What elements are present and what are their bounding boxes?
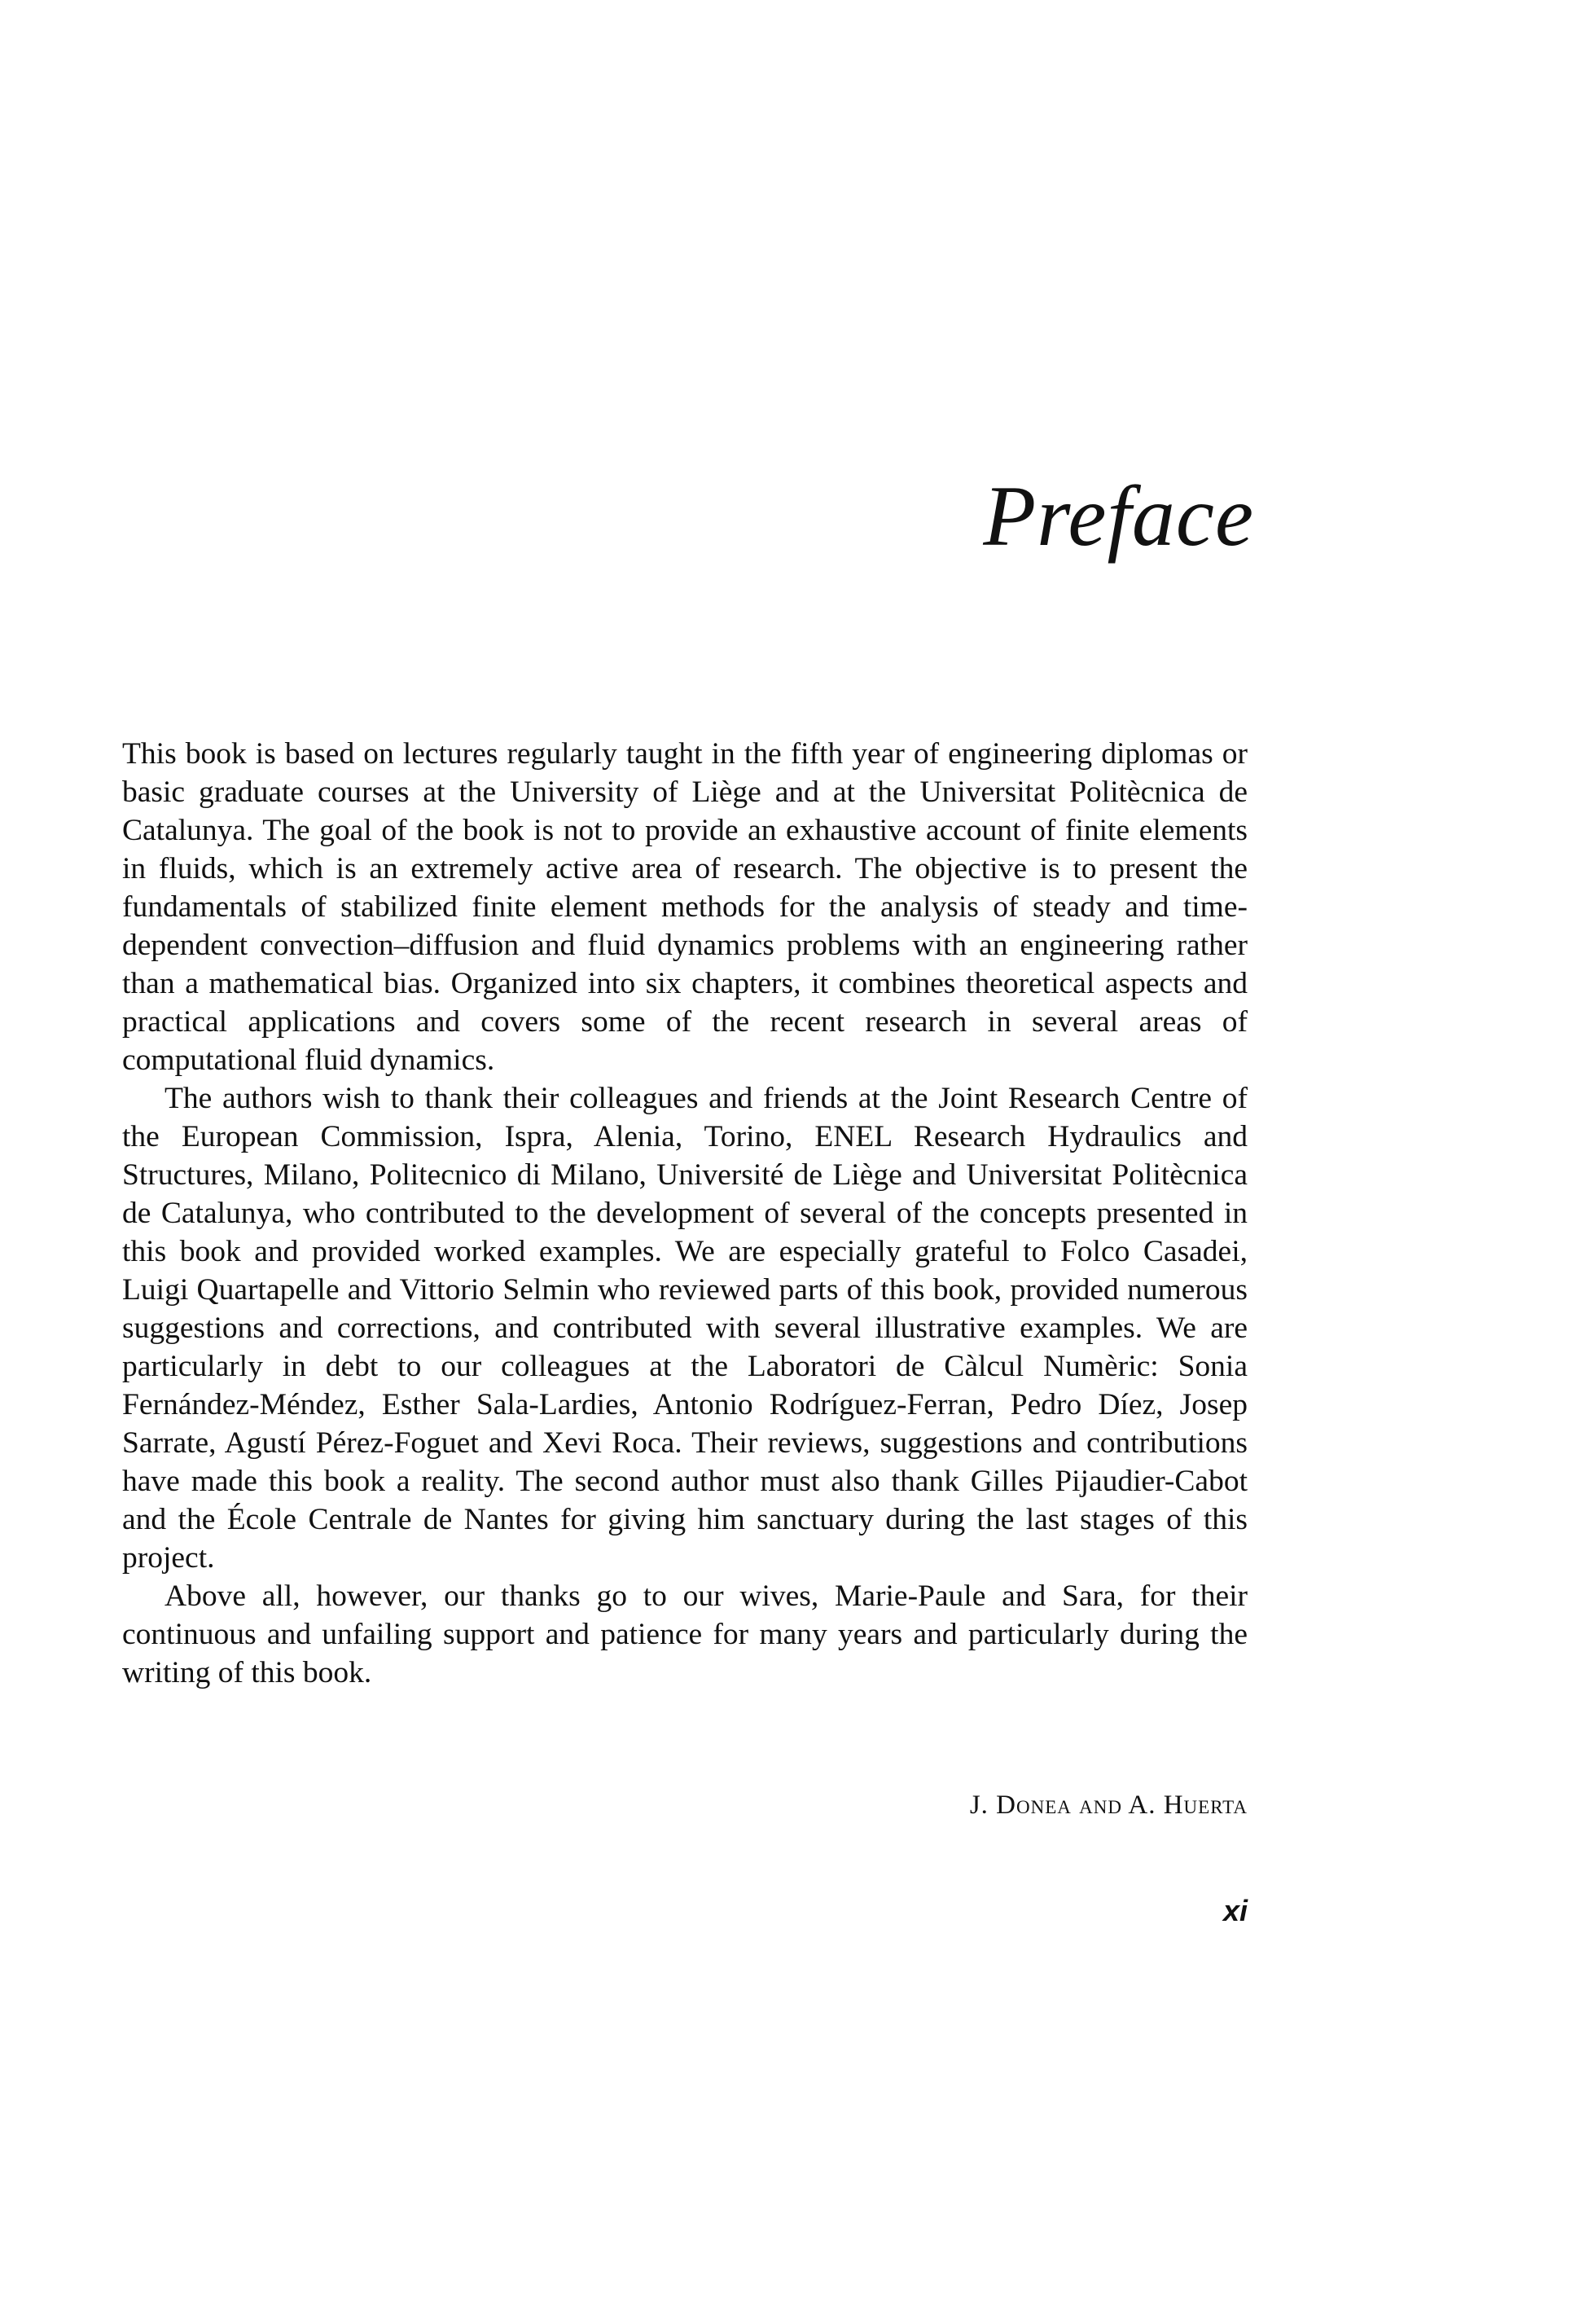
author-signature: J. Donea and A. Huerta [969,1790,1248,1820]
paragraph-acknowledgements: The authors wish to thank their colleagues and friends at the Joint Research Centre of the European Commission, Ispra, Alenia, Torino, ENEL Research Hydraulics and Structures, Milano, Politecnico di Milano, Université de Liège and Universitat Politècnica de Catalunya, who contributed to the development of several of the concepts presented in this book and provided worked examples. We are especially grateful to Folco Casadei, Luigi Quartapelle and Vittorio Selmin who reviewed parts of this book, provided numerous suggestions and corrections, and contributed with several illustrative examples. We are particularly in debt to our colleagues at the Laboratori de Càlcul Numèric: Sonia Fernández-Méndez, Esther Sala-Lardies, Antonio Rodríguez-Ferran, Pedro Díez, Josep Sarrate, Agustí Pérez-Foguet and Xevi Roca. Their reviews, suggestions and contributions have made this book a reality. The second author must also thank Gilles Pijaudier-Cabot and the École Centrale de Nantes for giving him sanctuary during the last stages of this project. [122,1082,1248,1575]
page-number: xi [1222,1894,1248,1927]
paragraph-dedication: Above all, however, our thanks go to our wives, Marie-Paule and Sara, for their continuous and unfailing support and patience for many years and particularly during the writing of this book. [122,1579,1248,1689]
page-title: Preface [983,468,1254,564]
paragraph-intro: This book is based on lectures regularly taught in the fifth year of engineering diplomas or basic graduate courses at the University of Liège and at the Universitat Politècnica de Catalunya. The goal of the book is not to provide an exhaustive account of finite elements in fluids, which is an extremely active area of research. The objective is to present the fundamentals of stabilized finite element methods for the analysis of steady and time-dependent convection–diffusion and fluid dynamics problems with an engineering rather than a mathematical bias. Organized into six chapters, it combines theoretical aspects and practical applications and covers some of the recent research in several areas of computational fluid dynamics. [122,737,1248,1077]
preface-body [122,735,1248,1692]
